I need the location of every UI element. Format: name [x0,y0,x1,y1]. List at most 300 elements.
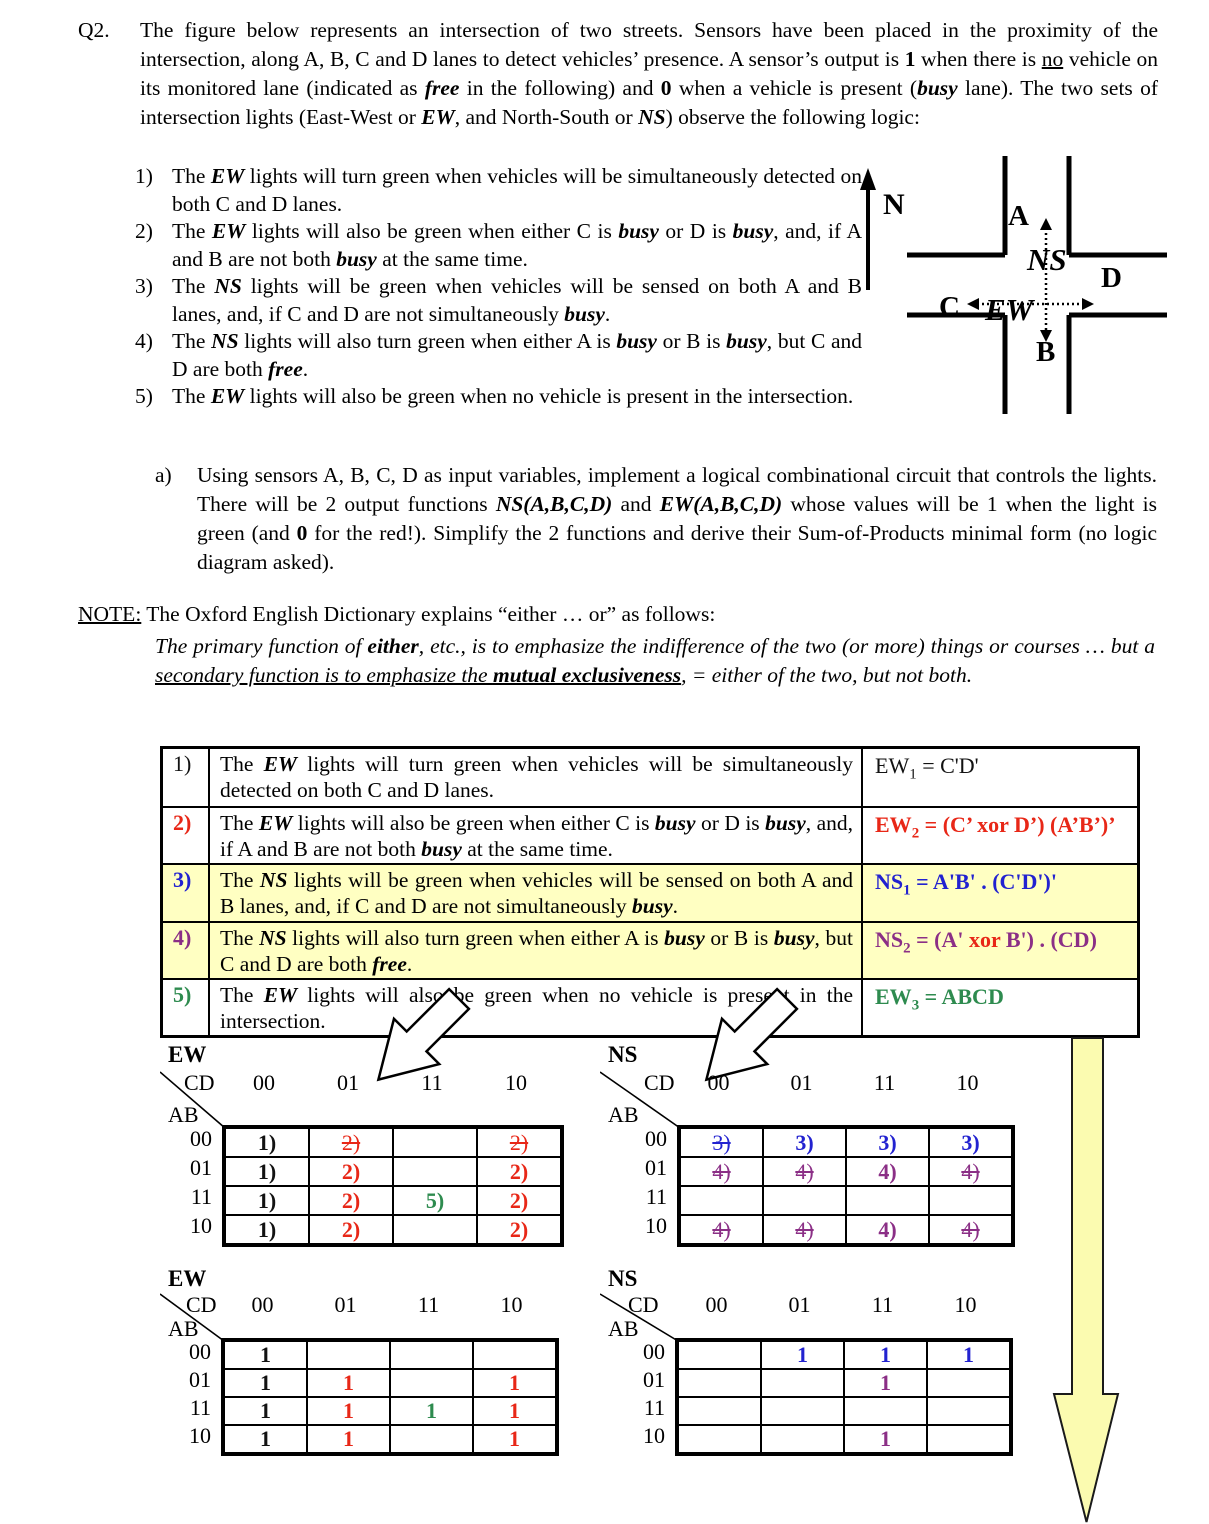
kmap-cell [846,1157,929,1186]
kmap-cell [309,1157,393,1186]
text-segment: 0 [296,521,308,545]
text-segment: = A'B' . (C'D')' [910,869,1057,895]
text-segment: = either of the two, but not both. [686,663,973,687]
text-segment: The [220,925,260,950]
text-segment: or D is [695,811,766,836]
table-row [163,806,1137,863]
table-row [163,921,1137,978]
kmap-corner-ab: AB [168,1102,199,1127]
kmap-cell-value: 4) [878,1216,897,1242]
text-segment: Using sensors A, B, C, D as input variables, implement a logical combinational circuit that controls the lights. There will be 2 output functions [197,463,1157,516]
lane-c-label: C [939,291,960,323]
text-segment: NS(A,B,C,D) [495,492,613,516]
kmap-row-header: 00 [643,1339,665,1364]
row-text [208,865,863,920]
big-yellow-arrow-icon [1045,1036,1135,1524]
kmap-cell [846,1128,929,1157]
kmap-cell-value: 4) [961,1216,980,1242]
row-number: 5) [173,981,192,1007]
text-segment: busy [336,246,377,271]
kmap-cell [763,1157,846,1186]
text-segment: free [372,951,407,976]
text-segment: The [220,752,264,776]
kmap-row-header: 01 [643,1367,665,1392]
question-number: Q2. [78,18,110,42]
kmap-corner-cd: CD [184,1070,215,1095]
text-segment: 2 [903,939,911,956]
kmap-cell [927,1397,1010,1425]
kmap-row-header: 10 [190,1213,212,1238]
kmap-cell [929,1157,1012,1186]
north-label: N [883,188,905,221]
kmap-cell [844,1369,927,1397]
text-segment: lights will be green when vehicles will be sensed on both A and B lanes, and, if C and D are not simultaneously [172,274,862,326]
kmap-cell-value: 1) [257,1187,277,1213]
text-segment: The [172,219,212,243]
text-segment: The [172,164,211,188]
text-segment: , [681,663,687,687]
kmap-cell [473,1397,556,1425]
text-segment: EW(A,B,C,D) [659,492,783,516]
kmap-cell [393,1215,477,1244]
kmap-cell [929,1215,1012,1244]
row-text [208,923,863,978]
kmap-cell [761,1425,844,1453]
kmap-cell-value: 4) [795,1216,814,1242]
kmap-row-header: 10 [643,1423,665,1448]
kmap-cell [761,1397,844,1425]
kmap-row-header: 01 [645,1155,667,1180]
text-segment: busy [917,76,958,100]
text-segment: The primary function of [155,634,368,658]
text-segment: EW [263,982,298,1007]
kmap-col-header: 10 [505,1070,527,1095]
kmap-cell [477,1157,561,1186]
kmap-cell-value: 1 [509,1398,520,1423]
kmap-cell [678,1341,761,1369]
kmap-cell-value: 1) [257,1129,277,1155]
kmap-col-header: 00 [251,1292,274,1317]
text-segment: EW [875,753,910,778]
north-arrow-icon [860,168,876,290]
text-segment: . [406,951,413,976]
kmap [600,1266,1015,1458]
rule-text [172,383,862,411]
text-segment: lights will also be green when no vehicle is present in the intersection. [244,384,854,408]
text-segment: 2 [911,825,920,842]
text-segment: mutual exclusiveness [492,663,682,687]
text-segment: either [367,634,419,658]
text-segment: NS [638,105,666,129]
ns-light-label: NS [1027,242,1067,277]
row-number: 1) [173,751,192,776]
kmap-cell [844,1397,927,1425]
text-segment: busy [618,219,659,243]
text-segment: ) observe the following logic: [665,105,920,129]
kmap-cell [680,1186,763,1215]
text-segment: lights will also be green when no vehicle is present in the intersection. [220,982,853,1033]
text-segment: The [220,982,264,1007]
kmap-row-header: 00 [190,1126,212,1151]
note-block [78,600,1168,690]
kmap-cell-value: 1 [343,1426,354,1451]
kmap-cell-value: 1 [260,1398,271,1423]
lane-d-label: D [1101,262,1122,294]
text-segment: or B is [704,925,774,950]
ns-dotted-arrow-icon [1040,218,1052,342]
kmap-col-header: 00 [705,1292,728,1317]
text-segment: for the red!). Simplify the 2 functions and derive their Sum-of-Products minimal form (no logic diagram asked). [197,521,1157,574]
kmap-row-header: 01 [189,1367,211,1392]
road-lines [907,156,1167,414]
question-intro-text [140,16,1158,132]
kmap-grid [675,1338,1013,1456]
text-segment: B') . (CD) [1000,926,1097,952]
text-segment: , but C and D are both [172,329,862,381]
row-formula [863,923,1137,978]
kmap-corner-cd: CD [186,1292,217,1317]
text-segment: whose values will be 1 when the light is green (and [197,492,1157,545]
kmap-cell-value: 4) [961,1158,980,1184]
kmap-cell [225,1157,309,1186]
intersection-figure [855,148,1209,440]
kmap-cell-value: 1 [509,1370,520,1395]
kmap-cell-value: 1 [963,1342,974,1367]
kmap-cell-value: 1 [426,1398,437,1423]
kmap-cell-value: 3) [878,1129,897,1155]
kmap-cell-value: 1 [880,1370,891,1395]
kmap-cell [225,1186,309,1215]
text-segment: lights will turn green when vehicles will be simultaneously detected on both C and D lanes. [220,752,853,802]
text-segment: The figure below represents an intersection of two streets. Sensors have been placed in the proximity of the intersection, along A, B, C and D lanes to detect vehicles’ presence. A sensor’s output is [140,18,1158,71]
kmap-cell [761,1341,844,1369]
text-segment: EW [875,812,912,838]
kmap-cell [393,1186,477,1215]
text-segment: at the same time. [376,246,528,271]
text-segment: xor [968,926,1001,952]
row-formula [863,808,1137,863]
text-segment: when there is [915,47,1042,71]
text-segment: EW [258,811,293,836]
table-row [163,749,1137,806]
kmap-corner-cd: CD [644,1070,675,1095]
text-segment: busy [654,811,696,836]
text-segment: , and, if A and B are not both [172,219,862,271]
kmap-grid [221,1338,559,1456]
text-segment: EW [210,384,245,408]
row-number: 2) [173,810,192,836]
text-segment: The [172,329,212,353]
kmap-cell [309,1186,393,1215]
kmap-cell [761,1369,844,1397]
kmap-row-header: 01 [190,1155,212,1180]
kmap-cell [680,1157,763,1186]
part-a-label: a) [155,463,172,487]
text-segment: lights will also turn green when either A is [238,329,617,353]
kmap-cell [927,1369,1010,1397]
note-heading [78,600,1168,629]
kmap-cell [307,1341,390,1369]
kmap-row-header: 10 [645,1213,667,1238]
text-segment: 1 [909,766,917,783]
kmap-cell-value: 3) [795,1129,814,1155]
kmap-title: EW [168,1266,207,1291]
row-formula [863,865,1137,920]
text-segment: NS [875,926,904,952]
text-segment: The [220,811,259,836]
text-segment: = (C’ xor D’) (A’B’)’ [919,812,1116,838]
kmap-title: EW [168,1042,207,1067]
kmap-cell [473,1369,556,1397]
kmap-cell-value: 4) [878,1158,897,1184]
kmap-corner-cd: CD [628,1292,659,1317]
kmap-cell [224,1397,307,1425]
kmap-cell-value: 2) [509,1216,529,1242]
kmap-col-header: 00 [707,1070,730,1095]
kmap-row-header: 10 [189,1423,211,1448]
kmap-cell [390,1397,473,1425]
kmap-cell [680,1215,763,1244]
text-segment: busy [732,219,774,243]
kmap-title: NS [608,1042,638,1067]
kmap-corner-ab: AB [608,1316,639,1341]
kmap-cell [927,1341,1010,1369]
kmap-cell-value: 1 [509,1426,520,1451]
text-segment: EW [263,752,298,776]
text-segment: busy [632,894,673,919]
kmap-col-header: 01 [334,1292,357,1317]
kmap-cell [393,1157,477,1186]
rule-text [172,218,862,273]
text-segment: lane). The two sets of intersection lights (East-West or [140,76,1158,129]
text-segment: lights will also be green when either C is [292,811,655,836]
kmap-cell [477,1215,561,1244]
text-segment: 1 [903,882,911,899]
kmap-col-header: 01 [788,1292,811,1317]
kmap-cell [224,1425,307,1453]
kmap-cell [763,1186,846,1215]
text-segment: busy [726,329,767,353]
kmap-cell [307,1397,390,1425]
text-segment: busy [564,301,605,326]
text-segment: busy [664,925,705,950]
kmap-cell [393,1128,477,1157]
kmap-cell [680,1128,763,1157]
text-segment: free [424,76,460,100]
text-segment: vehicle on its monitored lane (indicated as [140,47,1158,100]
text-segment: 0 [660,76,672,100]
kmap-cell-value: 2) [341,1187,361,1213]
text-segment: . [672,894,679,919]
kmap-cell [844,1425,927,1453]
kmap-cell-value: 1 [797,1342,808,1367]
kmap-cell-value: 2) [341,1129,361,1155]
text-segment: The [220,868,260,893]
text-segment: 3 [911,997,920,1014]
text-segment: busy [616,329,657,353]
kmap-cell [307,1369,390,1397]
row-formula [863,749,1137,806]
text-segment: = C'D' [916,753,979,778]
text-segment: busy [765,811,806,836]
kmap-col-header: 11 [871,1292,894,1317]
text-segment: = ABCD [919,983,1004,1009]
text-segment: NS [214,274,242,298]
text-segment: NS [259,925,287,950]
kmap-cell [763,1128,846,1157]
text-segment: NS [211,329,239,353]
kmap-cell-value: 1) [257,1158,277,1184]
kmap-corner-ab: AB [608,1102,639,1127]
kmap-cell [844,1341,927,1369]
text-segment: when a vehicle is present ( [671,76,918,100]
kmap-grid [222,1125,564,1247]
text-segment: . [604,301,611,326]
kmap-cell [477,1128,561,1157]
kmap-title: NS [608,1266,638,1291]
kmap-cell [225,1128,309,1157]
kmap-col-header: 11 [417,1292,440,1317]
kmap-cell [225,1215,309,1244]
kmap-cell-value: 1 [343,1370,354,1395]
row-formula [863,980,1137,1035]
kmap-cell-value: 1 [260,1426,271,1451]
text-segment: 1 [904,47,916,71]
text-segment: NS [875,869,904,895]
text-segment: or B is [656,329,727,353]
kmap-grid [677,1125,1015,1247]
rule-number: 4) [135,329,153,353]
text-segment: The [172,274,215,298]
kmap-col-header: 01 [790,1070,813,1095]
rule-text [172,328,862,383]
text-segment: NS [259,868,288,893]
kmap-cell [473,1341,556,1369]
kmap-row-header: 11 [189,1395,211,1420]
kmap-cell-value: 4) [712,1216,731,1242]
kmap-cell-value: 1) [257,1216,277,1242]
text-segment: or D is [658,219,733,243]
kmap-col-header: 10 [956,1070,979,1095]
rule-item [135,163,862,218]
kmap-cell-value: 1 [880,1342,891,1367]
row-text [208,808,863,863]
table-row [163,863,1137,920]
kmap-cell [477,1186,561,1215]
rule-list [135,163,862,411]
text-segment: , but C and D are both [220,925,853,976]
row-number: 4) [173,924,192,950]
text-segment: secondary function is to emphasize the [155,663,493,687]
lane-b-label: B [1036,336,1056,368]
kmap-cell-value: 1 [880,1426,891,1451]
kmap-cell [390,1425,473,1453]
kmap-col-header: 11 [873,1070,896,1095]
kmap-cell [678,1425,761,1453]
rule-number: 5) [135,384,153,408]
kmap-cell [309,1215,393,1244]
kmap-col-header: 10 [954,1292,977,1317]
text-segment: busy [421,837,462,862]
note-body [155,632,1155,690]
kmap [160,1266,561,1458]
text-segment: in the following) and [459,76,661,100]
rule-item [135,383,862,411]
kmap-cell [678,1397,761,1425]
ew-light-label: EW [985,292,1034,327]
kmap-cell [927,1425,1010,1453]
text-segment: no [1041,47,1064,71]
kmap-row-header: 11 [645,1184,667,1209]
kmap-row-header: 11 [190,1184,212,1209]
kmap-cell-value: 5) [425,1187,445,1213]
text-segment: busy [773,925,815,950]
part-a-text [197,461,1157,577]
rule-number: 3) [135,274,153,298]
rule-number: 2) [135,219,153,243]
text-segment: , and North-South or [454,105,639,129]
rule-item [135,218,862,273]
text-segment: . [302,356,309,381]
text-segment: lights will also turn green when either A is [286,925,665,950]
text-segment: lights will turn green when vehicles will be simultaneously detected on both C and D lanes. [172,164,862,216]
kmap-cell-value: 3) [961,1129,980,1155]
text-segment: free [268,356,303,381]
text-segment: EW [211,219,246,243]
kmap-cell-value: 1 [260,1370,271,1395]
kmap-row-header: 00 [189,1339,211,1364]
text-segment: lights will be green when vehicles will be sensed on both A and B lanes, and, if C and D are not simultaneously [220,868,853,919]
kmap-cell-value: 4) [712,1158,731,1184]
kmap-cell [390,1341,473,1369]
text-segment: , etc., is to emphasize the indifference of the two (or more) things or courses … but a [418,634,1155,658]
text-segment: NOTE: [78,602,142,626]
kmap-col-header: 11 [421,1070,443,1095]
kmap-cell [846,1215,929,1244]
text-segment: = (A' [910,926,969,952]
kmap-col-header: 10 [500,1292,523,1317]
kmap-cell-value: 2) [509,1158,529,1184]
kmap-cell [309,1128,393,1157]
kmap [600,1042,1017,1249]
text-segment: The [172,384,211,408]
kmap-cell [929,1128,1012,1157]
row-number: 3) [173,867,192,893]
kmap-cell [473,1425,556,1453]
rule-text [172,273,862,328]
logic-table [160,746,1140,1038]
kmap-cell [678,1369,761,1397]
kmap-cell-value: 2) [341,1216,361,1242]
text-segment: EW [875,983,912,1009]
kmap-row-header: 00 [645,1126,667,1151]
kmap-cell-value: 3) [712,1129,731,1155]
rule-item [135,328,862,383]
kmap-cell [224,1341,307,1369]
kmap-cell [929,1186,1012,1215]
kmap-cell-value: 1 [260,1342,271,1367]
text-segment: , and, if A and B are not both [220,811,853,862]
text-segment: and [612,492,660,516]
kmap-cell-value: 2) [341,1158,361,1184]
kmap-row-header: 11 [643,1395,665,1420]
kmap-cell [846,1186,929,1215]
part-a-block [155,461,1157,577]
text-segment: at the same time. [461,837,613,862]
text-segment: lights will also be green when either C is [245,219,619,243]
kmap-cell-value: 2) [509,1187,529,1213]
kmap-cell-value: 1 [343,1398,354,1423]
